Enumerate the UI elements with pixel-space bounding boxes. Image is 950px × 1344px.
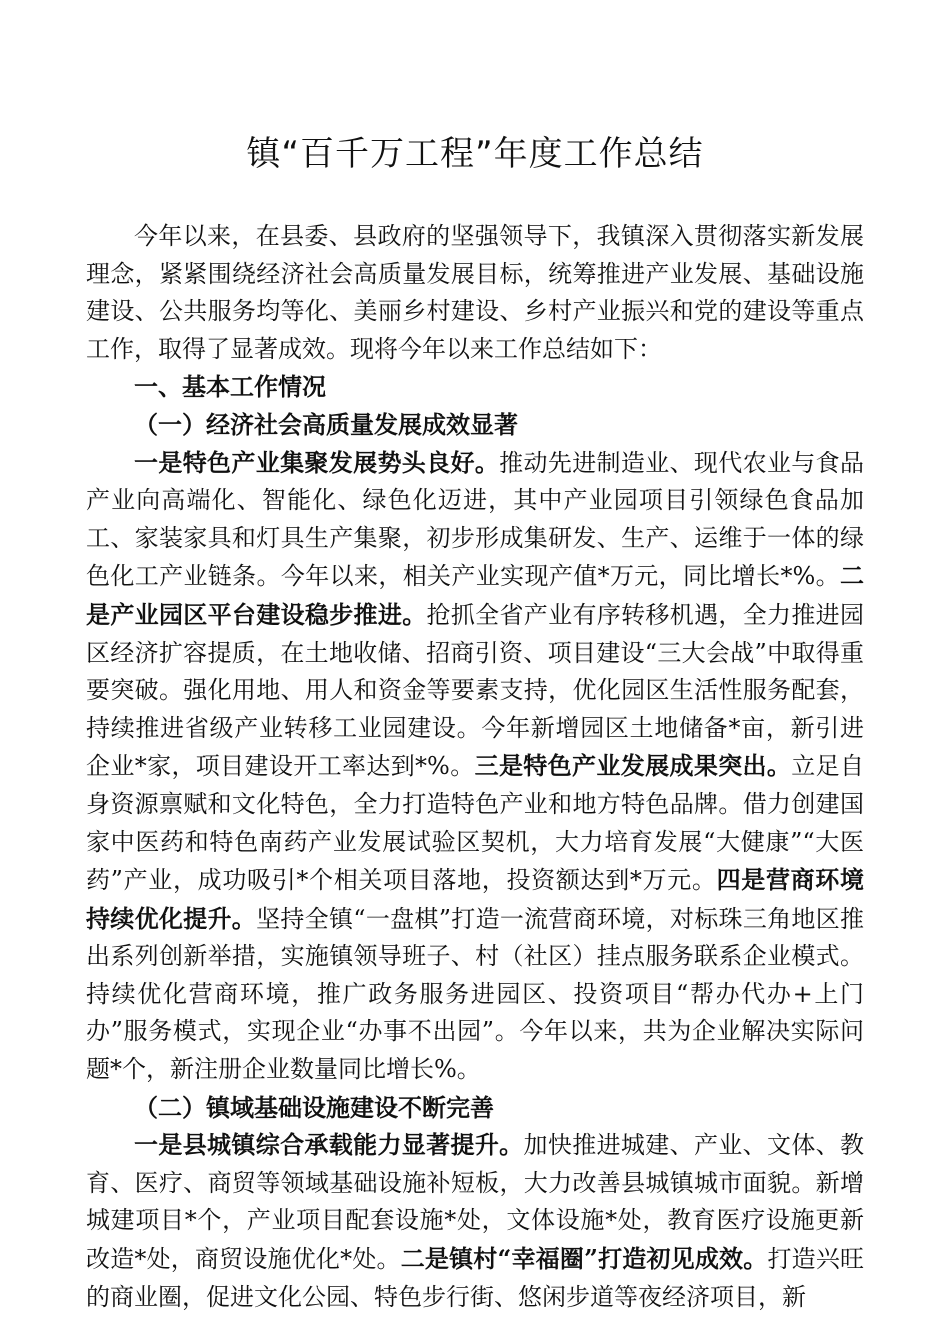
economy-paragraph: [86, 444, 864, 1089]
subsection-heading-infrastructure: （二）镇域基础设施建设不断完善: [134, 1092, 494, 1122]
item-text-business-environment: 坚持全镇“一盘棋”打造一流营商环境，对标珠三角地区推出系列创新举措，实施镇领导班子、村（社区）挂点服务联系企业模式。持续优化营商环境，推广政务服务进园区、投资项目“帮办代办+上门办”服务模式，实现企业“办事不出园”。今年以来，共为企业解决实际问题*个，新注册企业数量同比增长%。: [86, 904, 865, 1084]
item-lead-industrial-park: 二是产业园区平台建设稳步推进。: [86, 561, 864, 629]
item-lead-specialty-industry: 三是特色产业发展成果突出。: [474, 751, 792, 781]
item-text-specialty-industry: 立足自身资源禀赋和文化特色，全力打造特色产业和地方特色品牌。借力创建国家中医药和特色南药产业发展试验区契机，大力培育发展“大健康”“大医药”产业，成功吸引*个相关项目落地，投资额达到*万元。: [86, 752, 865, 895]
section-heading-basic-work: 一、基本工作情况: [134, 372, 326, 402]
intro-paragraph: 今年以来，在县委、县政府的坚强领导下，我镇深入贯彻落实新发展理念，紧紧围绕经济社会高质量发展目标，统筹推进产业发展、基础设施建设、公共服务均等化、美丽乡村建设、乡村产业振兴和党的建设等重点工作，取得了显著成效。现将今年以来工作总结如下：: [86, 222, 864, 363]
subsection-heading-economy: （一）经济社会高质量发展成效显著: [134, 409, 518, 439]
infrastructure-paragraph: [86, 1126, 864, 1316]
item-lead-happiness-circle: 二是镇村“幸福圈”打造初见成效。: [400, 1244, 768, 1274]
item-lead-county-capacity: 一是县城镇综合承载能力显著提升。: [134, 1130, 524, 1160]
item-text-happiness-circle: 打造兴旺的商业圈，促进文化公园、特色步行街、悠闲步道等夜经济项目，新: [86, 1245, 865, 1311]
item-text-county-capacity: 加快推进城建、产业、文体、教育、医疗、商贸等领域基础设施补短板，大力改善县城镇城市面貌。新增城建项目*个，产业项目配套设施*处，文体设施*处，教育医疗设施更新改造*处，商贸设施优化*处。: [86, 1131, 865, 1274]
item-lead-industry-cluster: 一是特色产业集聚发展势头良好。: [134, 447, 500, 477]
item-lead-business-environment: 四是营商环境持续优化提升。: [86, 865, 864, 933]
item-text-industry-cluster: 推动先进制造业、现代农业与食品产业向高端化、智能化、绿色化迈进，其中产业园项目引领绿色食品加工、家装家具和灯具生产集聚，初步形成集研发、生产、运维于一体的绿色化工产业链条。今年以来，相关产业实现产值*万元，同比增长*%。: [86, 448, 864, 591]
item-text-industrial-park: 抢抓全省产业有序转移机遇，全力推进园区经济扩容提质，在土地收储、招商引资、项目建设“三大会战”中取得重要突破。强化用地、用人和资金等要素支持，优化园区生活性服务配套，持续推进省级产业转移工业园建设。今年新增园区土地储备*亩，新引进企业*家，项目建设开工率达到*%。: [86, 600, 864, 781]
document-title: 镇“百千万工程”年度工作总结: [246, 134, 704, 174]
